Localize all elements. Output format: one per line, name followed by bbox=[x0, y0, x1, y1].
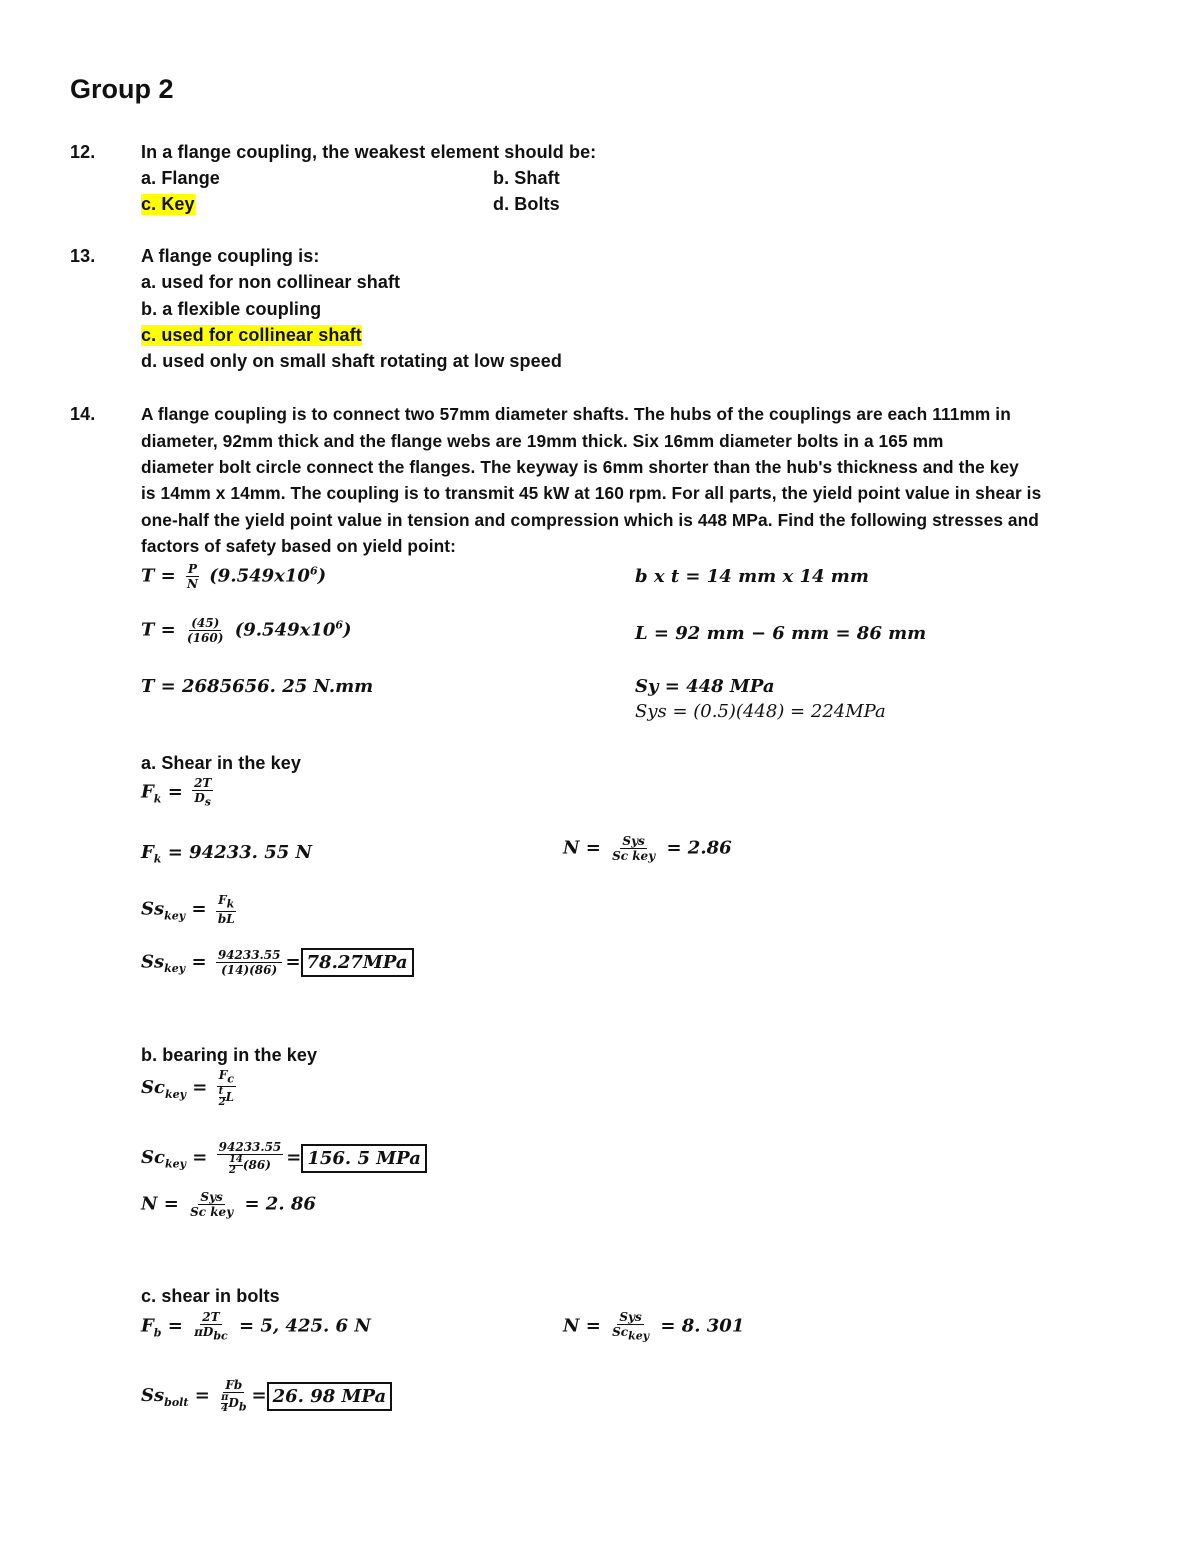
part-a-label: a. Shear in the key bbox=[141, 753, 301, 773]
q14-number: 14. bbox=[70, 404, 96, 424]
q14-line: diameter bolt circle connect the flanges. The keyway is 6mm shorter than the hub's thickness and the key bbox=[141, 457, 1019, 477]
page-title: Group 2 bbox=[70, 74, 174, 104]
q12-option-c-answer: c. Key bbox=[141, 194, 195, 214]
eq-key-force-formula: $F_k$ = $\frac{2T}{D_s}$ bbox=[141, 776, 212, 809]
q12-option-b: b. Shaft bbox=[493, 168, 560, 188]
q12-text: In a flange coupling, the weakest element should be: bbox=[141, 142, 597, 162]
eq-yield-strength: Sy = 448 MPa bbox=[635, 676, 775, 697]
eq-torque-substituted: T = $\frac{(45)}{(160)}$ $(9.549x10^6)$ bbox=[141, 616, 352, 645]
key-shear-answer: 78.27MPa bbox=[301, 948, 414, 977]
part-b-label: b. bearing in the key bbox=[141, 1045, 318, 1065]
q13-number: 13. bbox=[70, 246, 96, 266]
eq-key-shear-substituted: $Ss_{key}$ = $\frac{94233.55}{(14)(86)}$ = 78.27MPa bbox=[141, 948, 414, 977]
eq-key-force-result: $F_k = 94233$. 55 N bbox=[141, 842, 312, 866]
eq-torque-formula: T = $\frac{P}{N}$ $(9.549x10^6)$ bbox=[141, 562, 327, 591]
eq-bolt-safety-factor: N = $\frac{\text{Sys}}{Sc_{key}}$ = 8. 301 bbox=[563, 1310, 745, 1343]
bolt-shear-answer: 26. 98 MPa bbox=[267, 1382, 393, 1411]
eq-bolt-shear: $Ss_{bolt}$ = Fb $\frac{\pi}{4}$ $D_b$ = 26. 98 MPa bbox=[141, 1378, 392, 1414]
eq-key-safety-factor: N = $\frac{\text{Sys}}{\text{Sc key}}$ = 2.86 bbox=[563, 834, 732, 863]
q12-number: 12. bbox=[70, 142, 96, 162]
q13-option-a: a. used for non collinear shaft bbox=[141, 272, 401, 292]
q13-text: A flange coupling is: bbox=[141, 246, 320, 266]
eq-key-bearing-safety-factor: N = $\frac{\text{Sys}}{\text{Sc key}}$ = 2. 86 bbox=[141, 1190, 316, 1219]
q12-option-a: a. Flange bbox=[141, 168, 220, 188]
eq-shear-yield-strength: Sys = (0.5)(448) = 224MPa bbox=[635, 701, 886, 722]
eq-torque-result: T = 2685656. 25 N.mm bbox=[141, 676, 374, 697]
q13-option-c-answer: c. used for collinear shaft bbox=[141, 325, 362, 345]
eq-bolt-force: $F_b$ = $\frac{2T}{\pi D_{bc}}$ = 5, 425. 6 N bbox=[141, 1310, 371, 1343]
part-c-label: c. shear in bolts bbox=[141, 1286, 280, 1306]
q14-line: factors of safety based on yield point: bbox=[141, 536, 457, 556]
eq-key-length: L = 92 mm − 6 mm = 86 mm bbox=[635, 623, 927, 644]
eq-key-bearing-formula: $Sc_{key}$ = $F_c$ $\frac{t}{2}$ L bbox=[141, 1068, 235, 1109]
eq-key-bearing-substituted: $Sc_{key}$ = 94233.55 $\frac{14}{2}$ (86) = 156. 5 MPa bbox=[141, 1140, 427, 1176]
q13-option-d: d. used only on small shaft rotating at low speed bbox=[141, 351, 562, 371]
eq-key-size: b x t = 14 mm x 14 mm bbox=[635, 566, 869, 587]
q14-line: diameter, 92mm thick and the flange webs are 19mm thick. Six 16mm diameter bolts in a 165 mm bbox=[141, 431, 944, 451]
q14-line: A flange coupling is to connect two 57mm diameter shafts. The hubs of the couplings are each 111mm in bbox=[141, 404, 1011, 424]
eq-key-shear-formula: $Ss_{key}$ = $\frac{F_k}{bL}$ bbox=[141, 893, 235, 927]
q13-option-b: b. a flexible coupling bbox=[141, 299, 322, 319]
q12-option-d: d. Bolts bbox=[493, 194, 560, 214]
q14-line: one-half the yield point value in tension and compression which is 448 MPa. Find the following stresses and bbox=[141, 510, 1039, 530]
key-bearing-answer: 156. 5 MPa bbox=[301, 1144, 427, 1173]
q14-line: is 14mm x 14mm. The coupling is to transmit 45 kW at 160 rpm. For all parts, the yield point value in shear is bbox=[141, 483, 1042, 503]
